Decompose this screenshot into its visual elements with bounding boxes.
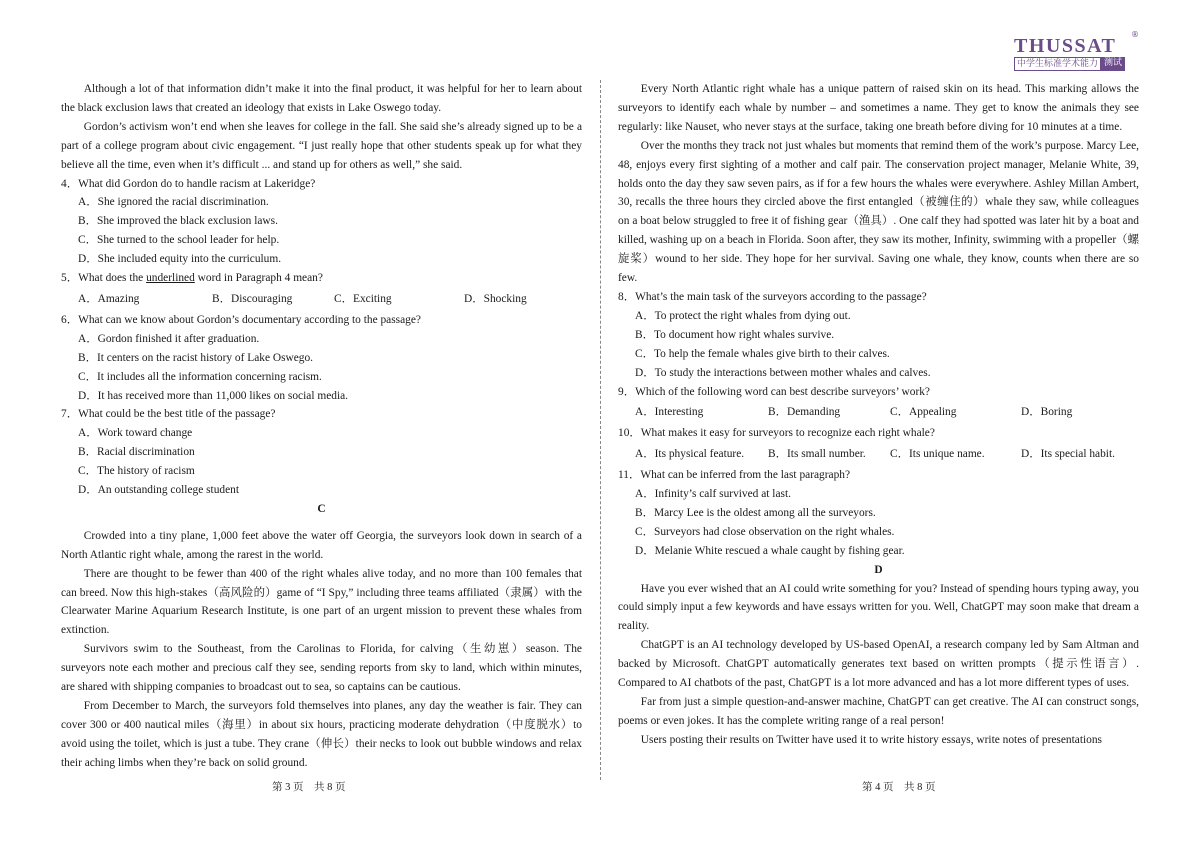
logo-name: THUSSAT xyxy=(1014,35,1117,57)
question-6: 6．What can we know about Gordon’s documentary according to the passage? xyxy=(61,313,421,326)
paragraph: Far from just a simple question-and-answer machine, ChatGPT can get creative. The AI can construct songs, poems or even jokes. It has the complete writing range of a real person! xyxy=(618,696,1139,727)
paragraph: Over the months they track not just whales but moments that remind them of the work’s purpose. Marcy Lee, 48, enjoys every first sighting of a mother and calf pair. The conservation project manager, Melanie White, 39, holds onto the day they saw seven pairs, as if for a few hours the whales were everywhere. Ashley Millan Ambert, 30, recalls the three hours they circled above the first entangled（被缠住的）whale they saw, while colleagues on a boat below struggled to free it of fishing gear（渔具）. One calf they had spotted was later hit by a boat and killed, washing up on a beach in Florida. Soon after, they saw its mother, Infinity, swimming with a propeller（螺旋桨）wound to her side. They hope for her survival. Saving one whale, they know, counts when there are so few. xyxy=(618,139,1139,285)
option: D．It has received more than 11,000 likes on social media. xyxy=(78,389,349,402)
option: C．Appealing xyxy=(890,406,957,419)
option: B．Discouraging xyxy=(212,292,293,305)
option: A．Amazing xyxy=(78,292,140,305)
logo-subtitle-bar xyxy=(1014,57,1132,71)
option: C．Its unique name. xyxy=(890,448,985,461)
logo-tag: 测试 xyxy=(1101,57,1125,71)
option: B．It centers on the racist history of Lake Oswego. xyxy=(78,351,314,364)
option: B．Racial discrimination xyxy=(78,446,195,459)
question-9: 9．Which of the following word can best describe surveyors’ work? xyxy=(618,385,930,398)
option: C．The history of racism xyxy=(78,465,195,478)
option: D．Shocking xyxy=(464,292,527,305)
column-divider xyxy=(600,80,601,780)
option: D．To study the interactions between mother whales and calves. xyxy=(635,366,931,379)
paragraph: Crowded into a tiny plane, 1,000 feet above the water off Georgia, the surveyors look down in search of a North Atlantic right whale, among the rarest in the world. xyxy=(61,529,582,561)
option: D．Melanie White rescued a whale caught by fishing gear. xyxy=(635,544,905,557)
paragraph: Have you ever wished that an AI could write something for you? Instead of spending hours typing away, you could simply input a few keywords and have essays written for you. Well, ChatGPT may soon make that dream a reality. xyxy=(618,582,1139,633)
thussat-logo xyxy=(1014,36,1132,71)
option: A．Work toward change xyxy=(78,427,193,440)
option: A．Its physical feature. xyxy=(635,448,745,461)
option: A．Infinity’s calf survived at last. xyxy=(635,488,791,501)
options-row xyxy=(618,445,1139,464)
registered-mark: ® xyxy=(1131,30,1139,39)
option: C．Surveyors had close observation on the right whales. xyxy=(635,525,895,538)
option: B．To document how right whales survive. xyxy=(635,328,835,341)
logo-subtitle: 中学生标准学术能力 xyxy=(1014,57,1101,71)
right-column xyxy=(618,80,1139,750)
question-10: 10．What makes it easy for surveyors to recognize each right whale? xyxy=(618,427,935,440)
option: B．She improved the black exclusion laws. xyxy=(78,215,278,228)
paragraph: Gordon’s activism won’t end when she leaves for college in the fall. She said she’s already signed up to be a part of a college program about civic engagement. “I just really hope that other students speak up for what they believe all the time, even when it’s difficult ... and stand up for others as well,” she said. xyxy=(61,120,582,171)
option: C．Exciting xyxy=(334,292,392,305)
option: D．Boring xyxy=(1021,406,1073,419)
option: B．Its small number. xyxy=(768,448,866,461)
section-heading-c: C xyxy=(317,502,326,515)
question-11: 11．What can be inferred from the last paragraph? xyxy=(618,469,851,482)
paragraph: Users posting their results on Twitter have used it to write history essays, write notes of presentations xyxy=(640,733,1102,746)
left-column xyxy=(61,80,582,773)
option: A．Interesting xyxy=(635,406,704,419)
option: A．To protect the right whales from dying out. xyxy=(635,309,851,322)
paragraph: There are thought to be fewer than 400 of the right whales alive today, and no more than 100 females that can breed. Now this high-stakes（高风险的）game of “I Spy,” including three teams affiliated（隶属）with the Clearwater Marine Aquarium Research Institute, is one part of an urgent mission to prevent these whales from extinction. xyxy=(61,567,582,637)
options-row xyxy=(618,403,1139,422)
paragraph: ChatGPT is an AI technology developed by US-based OpenAI, a research company led by Sam Altman and backed by Microsoft. ChatGPT automatically generates text based on written prompts（提示性语言）. Compared to AI chatbots of the past, ChatGPT is a lot more advanced and has a lot more different types of uses. xyxy=(618,639,1139,690)
option: A．She ignored the racial discrimination. xyxy=(78,196,269,209)
option: C．She turned to the school leader for help. xyxy=(78,234,280,247)
option: D．Its special habit. xyxy=(1021,448,1115,461)
paragraph: Survivors swim to the Southeast, from the Carolinas to Florida, for calving（生幼崽）season. The surveyors note each mother and precious calf they see, sending reports from sky to land, which within minutes, are shared with shipping companies to broadcast out to sea, so captains can be cautious. xyxy=(61,643,582,694)
question-8: 8．What’s the main task of the surveyors according to the passage? xyxy=(618,290,927,303)
question-7: 7．What could be the best title of the passage? xyxy=(61,408,276,421)
option: C．It includes all the information concerning racism. xyxy=(78,370,322,383)
option: A．Gordon finished it after graduation. xyxy=(78,332,260,345)
question-5-prefix: 5．What does the xyxy=(61,272,147,285)
question-5-suffix: word in Paragraph 4 mean? xyxy=(194,272,323,285)
option: B．Marcy Lee is the oldest among all the surveyors. xyxy=(635,506,876,519)
option: D．An outstanding college student xyxy=(78,484,240,497)
paragraph: Every North Atlantic right whale has a unique pattern of raised skin on its head. This marking allows the surveyors to identify each whale by number – and sometimes a name. They get to know the animals they see regularly: like Nauset, who never stays at the surface, taking one breath before diving for 10 minutes at a time. xyxy=(618,83,1139,133)
option: D．She included equity into the curriculum. xyxy=(78,253,282,266)
underlined-word: underlined xyxy=(146,272,195,285)
page-number-right: 第 4 页 共 8 页 xyxy=(862,782,936,793)
option: C．To help the female whales give birth to their calves. xyxy=(635,347,890,360)
paragraph: From December to March, the surveyors fold themselves into planes, any day the weather is fair. They can cover 300 or 400 nautical miles（海里）in about six hours, practicing moderate dehydration（中度脱水）to avoid using the toilet, which is just a tube. They crane（伸长）their necks to look out bubble windows and relax their aching limbs when they’re back on solid ground. xyxy=(61,700,582,769)
question-5 xyxy=(61,269,582,288)
page-number-left: 第 3 页 共 8 页 xyxy=(272,782,346,793)
question-4: 4．What did Gordon do to handle racism at Lakeridge? xyxy=(61,177,316,190)
options-row xyxy=(61,290,582,309)
section-heading-d: D xyxy=(874,563,883,576)
option: B．Demanding xyxy=(768,406,841,419)
paragraph: Although a lot of that information didn’t make it into the final product, it was helpful for her to learn about the black exclusion laws that created an ideology that exists in Lake Oswego today. xyxy=(61,83,582,114)
